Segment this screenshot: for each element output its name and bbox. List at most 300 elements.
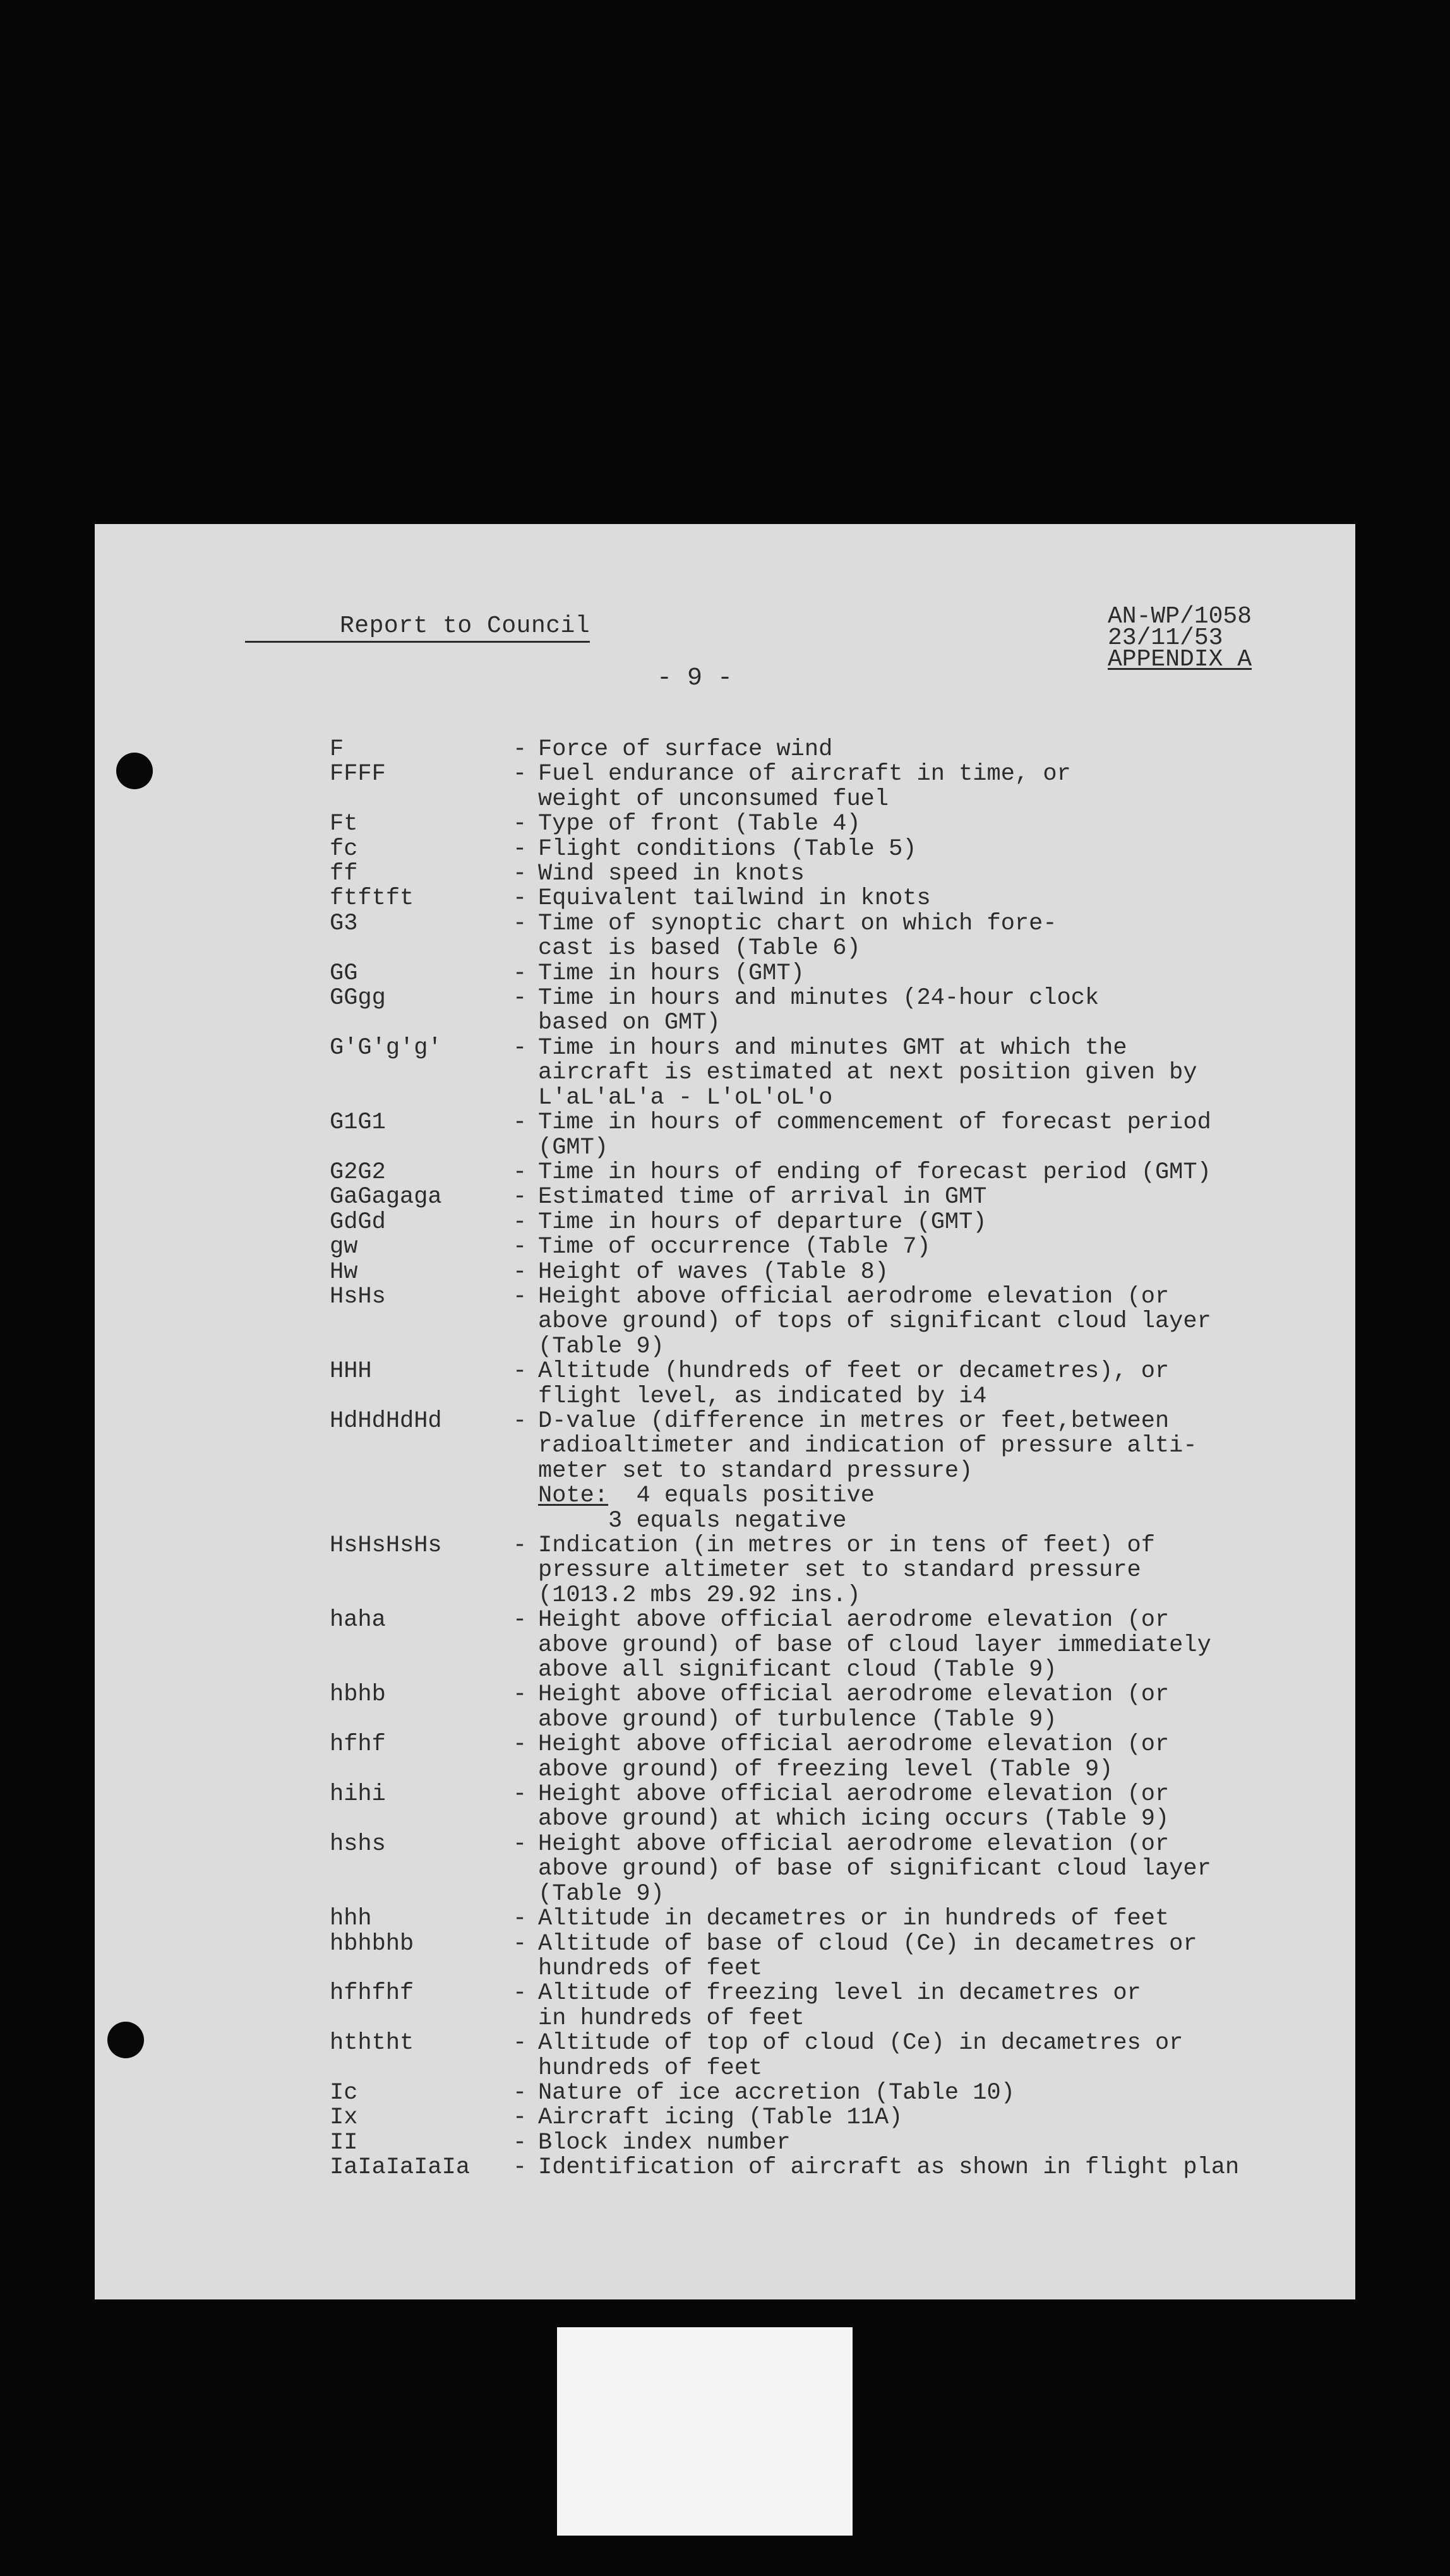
glossary-symbol: Ic (330, 2079, 358, 2106)
glossary-text: Estimated time of arrival in GMT (538, 1184, 987, 1211)
glossary-line (330, 1708, 1239, 1732)
glossary-line (330, 1235, 1239, 1260)
glossary-symbol (330, 1309, 513, 1334)
glossary-dash (513, 787, 538, 812)
glossary-dash (513, 1583, 538, 1608)
glossary-description (538, 936, 861, 961)
glossary-dash (513, 1309, 538, 1334)
glossary-line (330, 1534, 1239, 1558)
glossary-line (330, 1807, 1239, 1832)
doc-number: AN-WP/1058 (1108, 603, 1252, 630)
glossary-dash (513, 936, 538, 961)
glossary-symbol: F (330, 736, 344, 763)
glossary-symbol: G'G'g'g' (330, 1034, 442, 1061)
glossary-line (330, 1309, 1239, 1334)
glossary-description (538, 1658, 1057, 1683)
glossary-symbol (330, 1086, 513, 1111)
glossary-dash (513, 1061, 538, 1085)
glossary-description (538, 2106, 902, 2130)
glossary-line (330, 1484, 1239, 1508)
glossary-text: Time in hours (GMT) (538, 960, 805, 987)
glossary-symbol: hshs (330, 1830, 386, 1857)
glossary-symbol: GG (330, 960, 358, 987)
glossary-line (330, 1782, 1239, 1807)
glossary-line (330, 812, 1239, 837)
glossary-dash: - (513, 910, 527, 937)
glossary-line (330, 1210, 1239, 1235)
glossary-line (330, 1957, 1239, 1981)
punch-hole (107, 2022, 144, 2058)
glossary-description (538, 986, 1099, 1011)
glossary-dash (513, 1758, 538, 1782)
glossary-text: based on GMT) (538, 1010, 721, 1037)
glossary-text: Time of occurrence (Table 7) (538, 1234, 931, 1261)
glossary-symbol (330, 1758, 513, 1782)
glossary-text: above ground) of freezing level (Table 9) (538, 1756, 1113, 1783)
glossary-line (330, 1359, 1239, 1384)
glossary-symbol: FFFF (330, 761, 386, 788)
glossary-dash: - (513, 2154, 527, 2181)
glossary-line (330, 2081, 1239, 2106)
glossary-line (330, 1583, 1239, 1608)
glossary-dash: - (513, 1681, 527, 1708)
glossary-dash (513, 1633, 538, 1658)
glossary-line (330, 1185, 1239, 1210)
blank-card (557, 2327, 853, 2536)
punch-hole (116, 753, 153, 789)
glossary-description (538, 1932, 1197, 1957)
glossary-line (330, 2056, 1239, 2081)
glossary-description (538, 962, 805, 986)
glossary-text: pressure altimeter set to standard pressure (538, 1557, 1141, 1584)
glossary-dash: - (513, 1980, 527, 2007)
glossary-symbol (330, 1857, 513, 1881)
glossary-description (538, 812, 861, 837)
glossary-symbol (330, 1335, 513, 1359)
glossary-dash: - (513, 1159, 527, 1186)
glossary-description (538, 1484, 875, 1508)
glossary-line (330, 2031, 1239, 2056)
glossary-dash (513, 1658, 538, 1683)
glossary-line (330, 837, 1239, 862)
glossary-text: flight level, as indicated by i4 (538, 1383, 987, 1410)
glossary-dash: - (513, 1208, 527, 1236)
glossary-text: Height above official aerodrome elevation (or (538, 1830, 1170, 1857)
glossary-dash: - (513, 2030, 527, 2057)
glossary-dash: - (513, 1184, 527, 1211)
glossary-line (330, 1459, 1239, 1484)
glossary-dash: - (513, 1283, 527, 1310)
glossary-text: Aircraft icing (Table 11A) (538, 2104, 903, 2132)
glossary-text: above ground) of turbulence (Table 9) (538, 1706, 1057, 1733)
glossary-text: Height of waves (Table 8) (538, 1258, 889, 1285)
glossary-symbol (330, 1558, 513, 1583)
glossary-description (538, 1434, 1197, 1458)
glossary-dash: - (513, 1905, 527, 1933)
glossary-description (538, 1981, 1141, 2006)
glossary-line (330, 1036, 1239, 1061)
glossary-dash: - (513, 1407, 527, 1434)
glossary-symbol: haha (330, 1607, 386, 1634)
glossary-dash: - (513, 861, 527, 888)
glossary-symbol: G3 (330, 910, 358, 937)
glossary-description (538, 1782, 1169, 1807)
glossary-text: Time of synoptic chart on which fore- (538, 910, 1057, 937)
glossary-line (330, 737, 1239, 762)
glossary-symbol: HdHdHdHd (330, 1407, 442, 1434)
glossary-symbol: hththt (330, 2030, 414, 2057)
glossary-text: above ground) of tops of significant cloud layer (538, 1308, 1211, 1335)
glossary-dash: - (513, 1258, 527, 1285)
glossary-symbol: IaIaIaIaIa (330, 2154, 470, 2181)
glossary-description (538, 1409, 1169, 1434)
glossary-text: (GMT) (538, 1134, 609, 1161)
glossary-dash (513, 1807, 538, 1832)
glossary-description (538, 1882, 664, 1907)
glossary-symbol: GGgg (330, 985, 386, 1012)
glossary-dash (513, 1335, 538, 1359)
glossary-dash: - (513, 960, 527, 987)
glossary-text: Altitude of top of cloud (Ce) in decametres or (538, 2030, 1183, 2057)
glossary-dash (513, 1558, 538, 1583)
glossary-symbol: GdGd (330, 1208, 386, 1236)
glossary-text: 3 equals negative (608, 1507, 847, 1534)
glossary-description (538, 1285, 1169, 1309)
glossary-dash (513, 1484, 538, 1508)
glossary-text: Time in hours of departure (GMT) (538, 1208, 987, 1236)
glossary-line (330, 886, 1239, 911)
glossary-text: Block index number (538, 2129, 791, 2156)
glossary-dash: - (513, 1781, 527, 1808)
glossary-line (330, 1907, 1239, 1931)
glossary-description (538, 737, 832, 762)
glossary-text: Altitude of base of cloud (Ce) in decametres or (538, 1930, 1197, 1957)
glossary-description (538, 1036, 1127, 1061)
glossary-text: Height above official aerodrome elevation (or (538, 1731, 1170, 1758)
glossary-symbol (330, 1583, 513, 1608)
glossary-line (330, 1285, 1239, 1309)
glossary-description (538, 1086, 832, 1111)
glossary-line (330, 1633, 1239, 1658)
glossary-symbol: hihi (330, 1781, 386, 1808)
glossary-dash: - (513, 885, 527, 912)
glossary-description (538, 1260, 889, 1285)
glossary-symbol (330, 1136, 513, 1160)
note-label: Note: (538, 1482, 609, 1510)
glossary-symbol: ftftft (330, 885, 414, 912)
glossary-description (538, 886, 931, 911)
glossary-symbol: HsHs (330, 1283, 386, 1310)
glossary-line (330, 1409, 1239, 1434)
glossary-description (538, 1807, 1169, 1832)
glossary-text: Fuel endurance of aircraft in time, or (538, 761, 1071, 788)
glossary-line (330, 1732, 1239, 1757)
glossary-description (538, 1061, 1197, 1085)
glossary-text: Time in hours of ending of forecast period (GMT) (538, 1159, 1211, 1186)
glossary-description (538, 1210, 987, 1235)
glossary-line (330, 1136, 1239, 1160)
glossary-text: D-value (difference in metres or feet,between (538, 1407, 1170, 1434)
glossary-symbol: HHH (330, 1358, 372, 1385)
glossary-symbol (330, 1509, 513, 1534)
glossary-symbol (330, 1882, 513, 1907)
glossary-symbol (330, 1061, 513, 1085)
glossary-line (330, 1832, 1239, 1857)
glossary-text: Altitude (hundreds of feet or decametres), or (538, 1358, 1170, 1385)
glossary-symbol (330, 1385, 513, 1409)
glossary-text: Time in hours of commencement of forecast period (538, 1109, 1211, 1136)
glossary-description (538, 1608, 1169, 1633)
glossary-text: above ground) of base of cloud layer immediately (538, 1631, 1211, 1659)
glossary-dash: - (513, 811, 527, 838)
glossary-symbol: hfhfhf (330, 1980, 414, 2007)
glossary-description (538, 1633, 1211, 1658)
glossary-text: Nature of ice accretion (Table 10) (538, 2079, 1015, 2106)
glossary-line (330, 2106, 1239, 2130)
glossary-dash: - (513, 2079, 527, 2106)
glossary-dash (513, 1882, 538, 1907)
glossary-symbol (330, 1459, 513, 1484)
glossary-text: 4 equals positive (636, 1482, 875, 1510)
glossary-symbol: gw (330, 1234, 358, 1261)
glossary-dash (513, 1086, 538, 1111)
glossary-description (538, 837, 917, 862)
glossary-symbol: GaGagaga (330, 1184, 442, 1211)
glossary-text: Force of surface wind (538, 736, 833, 763)
page-number: - 9 - (657, 664, 733, 693)
glossary-text: hundreds of feet (538, 2054, 763, 2082)
glossary-text: (Table 9) (538, 1333, 664, 1360)
glossary-dash: - (513, 1109, 527, 1136)
glossary-dash (513, 1708, 538, 1732)
glossary-dash (513, 1434, 538, 1458)
glossary-symbol: hhh (330, 1905, 372, 1933)
glossary-line (330, 862, 1239, 886)
glossary-line (330, 1857, 1239, 1881)
glossary-description (538, 1459, 973, 1484)
glossary-line (330, 936, 1239, 961)
glossary-text: Height above official aerodrome elevation (or (538, 1781, 1170, 1808)
glossary-symbol (330, 1633, 513, 1658)
glossary-dash: - (513, 736, 527, 763)
glossary-line (330, 1434, 1239, 1458)
glossary-description (538, 1732, 1169, 1757)
glossary-symbol (330, 936, 513, 961)
glossary-description (538, 1011, 721, 1035)
glossary-text: Equivalent tailwind in knots (538, 885, 931, 912)
glossary-symbol: G1G1 (330, 1109, 386, 1136)
glossary-line (330, 1011, 1239, 1035)
glossary-text: radioaltimeter and indication of pressure alti- (538, 1433, 1197, 1460)
glossary-line (330, 1758, 1239, 1782)
glossary-text: above all significant cloud (Table 9) (538, 1657, 1057, 1684)
glossary-text: above ground) at which icing occurs (Table 9) (538, 1806, 1170, 1833)
glossary-description (538, 1558, 1141, 1583)
glossary-symbol (330, 1807, 513, 1832)
glossary-text: Height above official aerodrome elevation (or (538, 1607, 1170, 1634)
glossary-dash: - (513, 1731, 527, 1758)
glossary-line (330, 1335, 1239, 1359)
glossary-text: L'aL'aL'a - L'oL'oL'o (538, 1084, 833, 1111)
glossary-dash (513, 1385, 538, 1409)
glossary-description (538, 1857, 1211, 1881)
glossary-line (330, 912, 1239, 936)
glossary-text: Indication (in metres or in tens of feet) of (538, 1532, 1155, 1559)
glossary-symbol: HsHsHsHs (330, 1532, 442, 1559)
glossary-description (538, 1185, 987, 1210)
glossary-description (538, 2131, 791, 2156)
glossary-dash: - (513, 1930, 527, 1957)
glossary-symbol: hbhbhb (330, 1930, 414, 1957)
glossary-line (330, 2131, 1239, 2156)
glossary-text: Height above official aerodrome elevation (or (538, 1681, 1170, 1708)
document-reference (1108, 603, 1252, 673)
glossary-line (330, 1882, 1239, 1907)
glossary-symbol: G2G2 (330, 1159, 386, 1186)
glossary-dash (513, 2056, 538, 2081)
glossary-symbol (330, 1484, 513, 1508)
glossary-description (538, 1534, 1155, 1558)
glossary-line (330, 1086, 1239, 1111)
glossary-description (538, 2031, 1183, 2056)
glossary-line (330, 962, 1239, 986)
glossary-description (538, 1758, 1113, 1782)
report-title: Report to Council (245, 612, 590, 643)
glossary-line (330, 986, 1239, 1011)
glossary-description (538, 862, 805, 886)
glossary-symbol: Hw (330, 1258, 358, 1285)
glossary-text: Time in hours and minutes (24-hour clock (538, 985, 1099, 1012)
glossary-description (538, 912, 1057, 936)
glossary-line (330, 787, 1239, 812)
glossary-text: cast is based (Table 6) (538, 935, 861, 962)
glossary-line (330, 1509, 1239, 1534)
glossary-description (538, 1235, 931, 1260)
glossary-text: in hundreds of feet (538, 2005, 805, 2032)
glossary-dash: - (513, 1034, 527, 1061)
glossary-symbol: Ix (330, 2104, 358, 2132)
glossary-symbol (330, 1434, 513, 1458)
symbol-glossary (330, 737, 1239, 2181)
glossary-dash: - (513, 2129, 527, 2156)
glossary-dash (513, 1957, 538, 1981)
glossary-line (330, 1260, 1239, 1285)
glossary-description (538, 1832, 1169, 1857)
document-page (95, 524, 1355, 2299)
glossary-line (330, 1981, 1239, 2006)
glossary-text: Altitude in decametres or in hundreds of feet (538, 1905, 1170, 1933)
glossary-line (330, 1558, 1239, 1583)
glossary-dash: - (513, 835, 527, 862)
glossary-text: Identification of aircraft as shown in flight plan (538, 2154, 1240, 2181)
glossary-line (330, 2156, 1239, 2180)
glossary-text: Wind speed in knots (538, 861, 805, 888)
glossary-dash (513, 1011, 538, 1035)
glossary-symbol (330, 787, 513, 812)
glossary-text: Altitude of freezing level in decametres or (538, 1980, 1141, 2007)
glossary-description (538, 1957, 762, 1981)
glossary-text: meter set to standard pressure) (538, 1457, 973, 1484)
glossary-symbol: II (330, 2129, 358, 2156)
glossary-line (330, 1061, 1239, 1085)
glossary-text: hundreds of feet (538, 1955, 763, 1982)
glossary-dash: - (513, 2104, 527, 2132)
glossary-text: aircraft is estimated at next position given by (538, 1059, 1197, 1087)
glossary-text: Time in hours and minutes GMT at which the (538, 1034, 1127, 1061)
glossary-symbol: ff (330, 861, 358, 888)
glossary-description (538, 2056, 762, 2081)
glossary-description (538, 1583, 861, 1608)
glossary-dash: - (513, 1532, 527, 1559)
glossary-symbol (330, 1708, 513, 1732)
glossary-symbol (330, 2007, 513, 2031)
glossary-line (330, 2007, 1239, 2031)
glossary-description (538, 1708, 1057, 1732)
glossary-dash: - (513, 761, 527, 788)
glossary-line (330, 1111, 1239, 1135)
glossary-symbol (330, 2056, 513, 2081)
glossary-description (538, 1907, 1169, 1931)
glossary-line (330, 1385, 1239, 1409)
glossary-description (538, 2007, 805, 2031)
glossary-line (330, 1658, 1239, 1683)
glossary-text: above ground) of base of significant cloud layer (538, 1856, 1211, 1883)
glossary-text: (1013.2 mbs 29.92 ins.) (538, 1582, 861, 1609)
glossary-dash: - (513, 985, 527, 1012)
glossary-symbol: fc (330, 835, 358, 862)
glossary-dash (513, 1857, 538, 1881)
glossary-text: weight of unconsumed fuel (538, 785, 889, 813)
glossary-text: (Table 9) (538, 1880, 664, 1907)
glossary-dash (513, 2007, 538, 2031)
glossary-dash: - (513, 1607, 527, 1634)
glossary-symbol (330, 1658, 513, 1683)
glossary-description (538, 1309, 1211, 1334)
glossary-description (538, 2156, 1239, 2180)
glossary-symbol: Ft (330, 811, 358, 838)
glossary-dash (513, 1509, 538, 1534)
glossary-symbol: hfhf (330, 1731, 386, 1758)
glossary-description (538, 1335, 664, 1359)
glossary-text: Type of front (Table 4) (538, 811, 861, 838)
glossary-description (538, 1160, 1211, 1185)
glossary-description (538, 1111, 1211, 1135)
glossary-symbol (330, 1957, 513, 1981)
glossary-description (538, 787, 889, 812)
glossary-dash (513, 1459, 538, 1484)
glossary-line (330, 1683, 1239, 1707)
glossary-dash: - (513, 1830, 527, 1857)
glossary-dash (513, 1136, 538, 1160)
glossary-symbol: hbhb (330, 1681, 386, 1708)
glossary-line (330, 762, 1239, 787)
glossary-text: Flight conditions (Table 5) (538, 835, 917, 862)
glossary-dash: - (513, 1358, 527, 1385)
glossary-line (330, 1932, 1239, 1957)
glossary-description (538, 1683, 1169, 1707)
glossary-symbol (330, 1011, 513, 1035)
glossary-text: Height above official aerodrome elevation (or (538, 1283, 1170, 1310)
glossary-description (538, 762, 1071, 787)
doc-date: 23/11/53 (1108, 624, 1223, 652)
glossary-description (538, 1359, 1169, 1384)
glossary-description (538, 1385, 987, 1409)
glossary-description (538, 1509, 847, 1534)
glossary-description (538, 1136, 608, 1160)
glossary-line (330, 1608, 1239, 1633)
glossary-description (538, 2081, 1015, 2106)
glossary-line (330, 1160, 1239, 1185)
